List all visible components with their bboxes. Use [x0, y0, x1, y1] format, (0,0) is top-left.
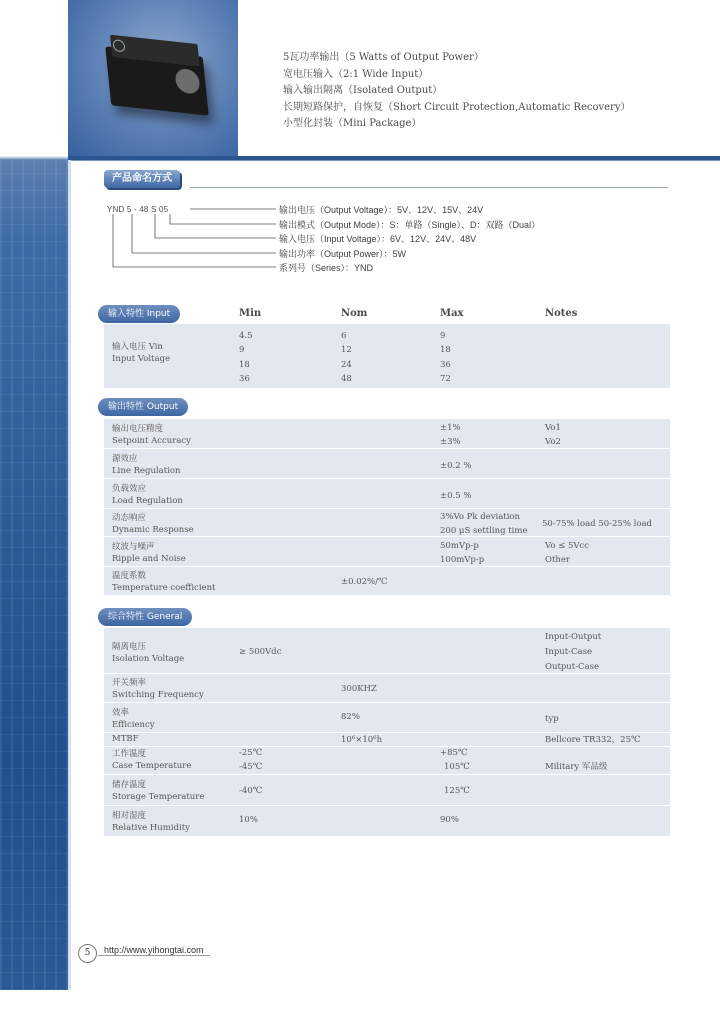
row-label-en: Load Regulation: [112, 496, 183, 506]
table-row: [104, 509, 670, 537]
row-label-cn: 动态响应: [112, 513, 147, 523]
column-head-max: Max: [440, 308, 464, 319]
table-row: [104, 733, 670, 747]
input-nom: 24: [341, 360, 352, 370]
input-max: 72: [440, 374, 451, 384]
row-label-cn: 源效应: [112, 454, 138, 464]
row-label-cn: 工作温度: [112, 749, 147, 759]
cell-max: ±1%: [440, 423, 461, 433]
cell-notes: Bellcore TR332，25℃: [545, 735, 641, 745]
row-label-en: Case Temperature: [112, 761, 192, 771]
output-table: [104, 419, 670, 595]
cell-max: 3%Vo Pk deviation: [440, 512, 521, 522]
cell-nom: ±0.02%/℃: [341, 577, 388, 587]
row-label-cn: 纹波与噪声: [112, 542, 155, 552]
cell-max: ±0.5 %: [440, 491, 472, 501]
row-label-cn: 开关频率: [112, 678, 147, 688]
cell-max: 125℃: [444, 786, 470, 796]
input-max: 18: [440, 345, 451, 355]
naming-item-input-voltage: 输入电压（Input Voltage）：6V、12V、24V、48V: [279, 234, 477, 244]
page-number: 5: [78, 944, 97, 963]
general-section-tab: 综合特性 General: [98, 608, 192, 626]
table-row: [104, 628, 670, 674]
feature-item: 宽电压输入（2:1 Wide Input）: [283, 68, 429, 80]
cell-notes: Input-Output: [545, 632, 602, 642]
table-row: [104, 567, 670, 595]
row-label-en: Temperature coefficient: [112, 583, 216, 593]
cell-nom: 82%: [341, 712, 360, 722]
feature-item: 长期短路保护，自恢复（Short Circuit Protection,Automatic Recovery）: [283, 101, 631, 113]
row-label-en: Switching Frequency: [112, 690, 204, 700]
input-table: [104, 324, 670, 388]
cell-nom: 300KHZ: [341, 684, 377, 694]
row-label-en: Relative Humidity: [112, 823, 190, 833]
row-label-cn: 负载效应: [112, 484, 147, 494]
input-min: 18: [239, 360, 250, 370]
table-row: [104, 537, 670, 567]
table-row: [104, 806, 670, 836]
table-row: [104, 419, 670, 449]
row-label-en: Setpoint Accuracy: [112, 436, 191, 446]
input-voltage-label-en: Input Voltage: [112, 354, 171, 364]
cell-notes: Output-Case: [545, 662, 600, 672]
cell-max: ±0.2 %: [440, 461, 472, 471]
table-row: [104, 674, 670, 703]
output-section-tab: 输出特性 Output: [98, 398, 188, 416]
table-row: [104, 703, 670, 733]
input-section-tab: 输入特性 Input: [98, 305, 180, 323]
model-code: YND 5 - 48 S 05: [107, 205, 169, 214]
cell-max: 90%: [440, 815, 459, 825]
cell-max: 50mVp-p: [440, 541, 479, 551]
table-row: [104, 479, 670, 509]
cell-min: ≥ 500Vdc: [239, 647, 282, 657]
input-nom: 6: [341, 331, 347, 341]
naming-item-output-voltage: 输出电压（Output Voltage）：5V、12V、15V、24V: [279, 205, 484, 215]
table-row: [104, 775, 670, 806]
cell-max: 200 μS settling time: [440, 526, 528, 536]
table-row: [104, 449, 670, 479]
row-label-en: Line Regulation: [112, 466, 181, 476]
column-head-min: Min: [239, 308, 262, 319]
column-head-nom: Nom: [341, 308, 368, 319]
cell-max: 105℃: [444, 762, 470, 772]
cell-notes: Vo2: [545, 437, 561, 447]
cell-min: -25℃: [239, 748, 263, 758]
input-min: 4.5: [239, 331, 253, 341]
cell-notes: Vo ≤ 5Vcc: [545, 541, 590, 551]
row-label-en: Isolation Voltage: [112, 654, 185, 664]
naming-item-output-mode: 输出模式（Output Mode）：S：单路（Single）、D：双路（Dual）: [279, 220, 541, 230]
input-voltage-label-cn: 输入电压 Vin: [112, 342, 163, 352]
row-label-cn: 温度系数: [112, 571, 147, 581]
naming-item-output-power: 输出功率（Output Power）：5W: [279, 249, 407, 259]
column-head-notes: Notes: [545, 308, 578, 319]
input-max: 36: [440, 360, 451, 370]
cell-notes: Other: [545, 555, 570, 565]
row-label-en: Ripple and Noise: [112, 554, 186, 564]
row-label-cn: MTBF: [112, 734, 139, 744]
input-nom: 48: [341, 374, 352, 384]
input-max: 9: [440, 331, 446, 341]
cell-notes: Military 军品级: [545, 762, 608, 772]
row-label-en: Efficiency: [112, 720, 155, 730]
cell-min: -40℃: [239, 786, 263, 796]
input-min: 9: [239, 345, 245, 355]
feature-item: 小型化封装（Mini Package）: [283, 118, 422, 129]
general-table: [104, 628, 670, 836]
cell-notes: typ: [545, 714, 559, 724]
row-label-cn: 输出电压精度: [112, 424, 164, 434]
feature-item: 5瓦功率输出（5 Watts of Output Power）: [283, 52, 484, 63]
website-link[interactable]: http://www.yihongtai.com: [104, 945, 204, 955]
footer-rule: [98, 955, 210, 956]
cell-max: 100mVp-p: [440, 555, 485, 565]
row-label-cn: 效率: [112, 708, 130, 718]
row-label-cn: 相对湿度: [112, 811, 147, 821]
cell-nom: 10⁶×10⁶h: [341, 735, 383, 745]
input-nom: 12: [341, 345, 352, 355]
cell-min: 10%: [239, 815, 258, 825]
cell-min: -45℃: [239, 762, 263, 772]
naming-item-series: 系列号（Series）：YND: [279, 263, 374, 273]
row-label-en: Storage Temperature: [112, 792, 205, 802]
cell-notes: Vo1: [545, 423, 561, 433]
feature-item: 输入输出隔离（Isolated Output）: [283, 85, 443, 96]
table-row: [104, 747, 670, 775]
cell-max: ±3%: [440, 437, 461, 447]
row-label-cn: 储存温度: [112, 780, 147, 790]
cell-max: +85℃: [440, 748, 468, 758]
cell-notes: 50-75% load 50-25% load: [542, 519, 652, 529]
input-min: 36: [239, 374, 250, 384]
row-label-cn: 隔离电压: [112, 642, 147, 652]
naming-section-title: 产品命名方式: [104, 170, 180, 188]
cell-notes: Input-Case: [545, 647, 592, 657]
row-label-en: Dynamic Response: [112, 525, 194, 535]
